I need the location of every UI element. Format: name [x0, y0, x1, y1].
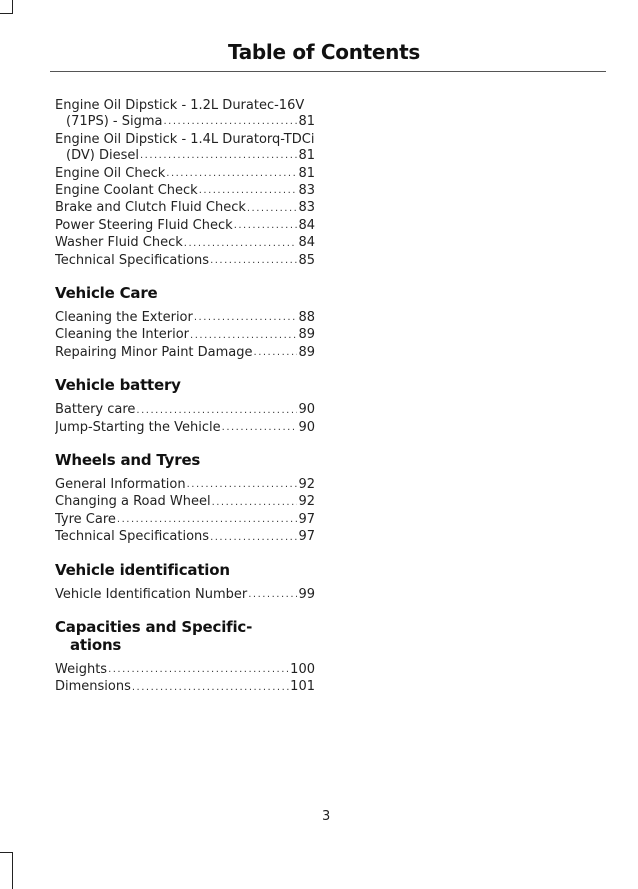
toc-entry-page: 101	[290, 679, 315, 695]
toc-entry-page: 85	[298, 252, 315, 268]
dot-leader	[140, 149, 297, 162]
toc-entry[interactable]	[55, 326, 315, 343]
toc-entry-page: 83	[298, 200, 315, 216]
toc-entry[interactable]	[55, 401, 315, 418]
toc-entry-label: Changing a Road Wheel	[55, 494, 211, 510]
dot-leader	[190, 329, 297, 342]
section-heading-line-continued: ations	[70, 636, 122, 654]
toc-entry[interactable]	[55, 511, 315, 528]
toc-entry-page: 88	[298, 309, 315, 325]
toc-entry[interactable]	[55, 476, 315, 493]
toc-entry-label: Cleaning the Exterior	[55, 309, 193, 325]
toc-entry[interactable]	[55, 586, 315, 603]
toc-entry[interactable]	[55, 678, 315, 695]
dot-leader	[163, 115, 297, 128]
dot-leader	[247, 202, 298, 215]
toc-entry[interactable]	[55, 661, 315, 678]
dot-leader	[187, 478, 298, 491]
dot-leader	[234, 219, 298, 232]
toc-entry-label: Jump-Starting the Vehicle	[55, 419, 221, 435]
section-heading[interactable]: Vehicle identification	[55, 560, 230, 579]
crop-mark-bottom-left-horizontal	[0, 852, 12, 853]
toc-entry-page: 89	[298, 327, 315, 343]
table-of-contents	[55, 98, 315, 696]
toc-entry-label: Dimensions	[55, 679, 131, 695]
section-heading[interactable]: Vehicle battery	[55, 376, 181, 395]
dot-leader	[184, 237, 298, 250]
toc-entry-page: 90	[298, 402, 315, 418]
toc-entry-page: 89	[298, 344, 315, 360]
toc-entry-label-continued: (71PS) - Sigma	[66, 114, 163, 129]
dot-leader	[254, 346, 298, 359]
toc-entry-label: Tyre Care	[55, 511, 116, 527]
page-number: 3	[322, 809, 331, 824]
toc-entry-page: 90	[298, 419, 315, 435]
dot-leader	[199, 184, 298, 197]
section-heading[interactable]: Vehicle Care	[55, 283, 158, 302]
toc-entry-label: General Information	[55, 476, 186, 492]
toc-entry[interactable]	[55, 309, 315, 326]
toc-entry-label: Technical Specifications	[55, 529, 210, 545]
toc-entry-label: Repairing Minor Paint Damage	[55, 344, 253, 360]
toc-entry[interactable]	[55, 234, 315, 251]
toc-entry-label: Washer Fluid Check	[55, 235, 183, 251]
toc-entry[interactable]	[55, 217, 315, 234]
toc-entry-label: Technical Specifications	[55, 252, 210, 268]
toc-entry-page: 92	[298, 476, 315, 492]
dot-leader	[210, 254, 297, 267]
toc-entry[interactable]	[55, 252, 315, 269]
toc-entry-label: Cleaning the Interior	[55, 327, 190, 343]
crop-mark-bottom-left-vertical	[12, 852, 13, 889]
toc-entry[interactable]	[55, 344, 315, 361]
toc-entry-label: Engine Oil Dipstick - 1.4L Duratorq-TDCi	[55, 131, 315, 147]
toc-entry-page: 100	[290, 662, 315, 677]
toc-entry-label: Engine Coolant Check	[55, 182, 198, 198]
toc-entry-page: 81	[298, 114, 315, 129]
dot-leader	[166, 167, 297, 180]
toc-entry-page: 83	[298, 182, 315, 198]
dot-leader	[132, 681, 289, 694]
header-rule	[50, 71, 606, 72]
toc-entry[interactable]	[55, 132, 315, 164]
toc-entry[interactable]	[55, 199, 315, 216]
toc-entry-page: 99	[298, 586, 315, 602]
toc-entry-label: Weights	[55, 662, 108, 677]
toc-entry-page: 81	[298, 165, 315, 181]
toc-entry-label: Power Steering Fluid Check	[55, 217, 233, 233]
toc-entry-page: 97	[298, 511, 315, 527]
section-heading[interactable]: Wheels and Tyres	[55, 450, 201, 469]
toc-entry[interactable]	[55, 419, 315, 436]
toc-entry-label: Brake and Clutch Fluid Check	[55, 200, 246, 216]
dot-leader	[222, 421, 298, 434]
dot-leader	[194, 311, 298, 324]
dot-leader	[248, 588, 297, 601]
dot-leader	[117, 513, 298, 526]
toc-entry-label: Battery care	[55, 402, 136, 418]
dot-leader	[210, 531, 297, 544]
toc-entry[interactable]	[55, 182, 315, 199]
dot-leader	[108, 663, 289, 676]
toc-entry-page: 97	[298, 529, 315, 545]
toc-entry[interactable]	[55, 98, 315, 130]
toc-entry-label: Vehicle Identification Number	[55, 586, 248, 602]
section-heading-line: Capacities and Specific-	[55, 618, 253, 636]
toc-entry-page: 84	[298, 217, 315, 233]
toc-entry-label: Engine Oil Check	[55, 165, 166, 181]
dot-leader	[136, 404, 297, 417]
page-title: Table of Contents	[227, 40, 420, 64]
toc-entry-page: 84	[298, 235, 315, 251]
page-header	[0, 0, 638, 72]
section-heading[interactable]	[55, 618, 315, 654]
toc-entry-page: 92	[298, 494, 315, 510]
toc-entry[interactable]	[55, 528, 315, 545]
dot-leader	[212, 496, 298, 509]
toc-entry-label-continued: (DV) Diesel	[66, 147, 139, 163]
toc-entry[interactable]	[55, 493, 315, 510]
toc-entry-page: 81	[298, 147, 315, 163]
toc-entry[interactable]	[55, 165, 315, 182]
toc-entry-label: Engine Oil Dipstick - 1.2L Duratec-16V	[55, 98, 305, 113]
